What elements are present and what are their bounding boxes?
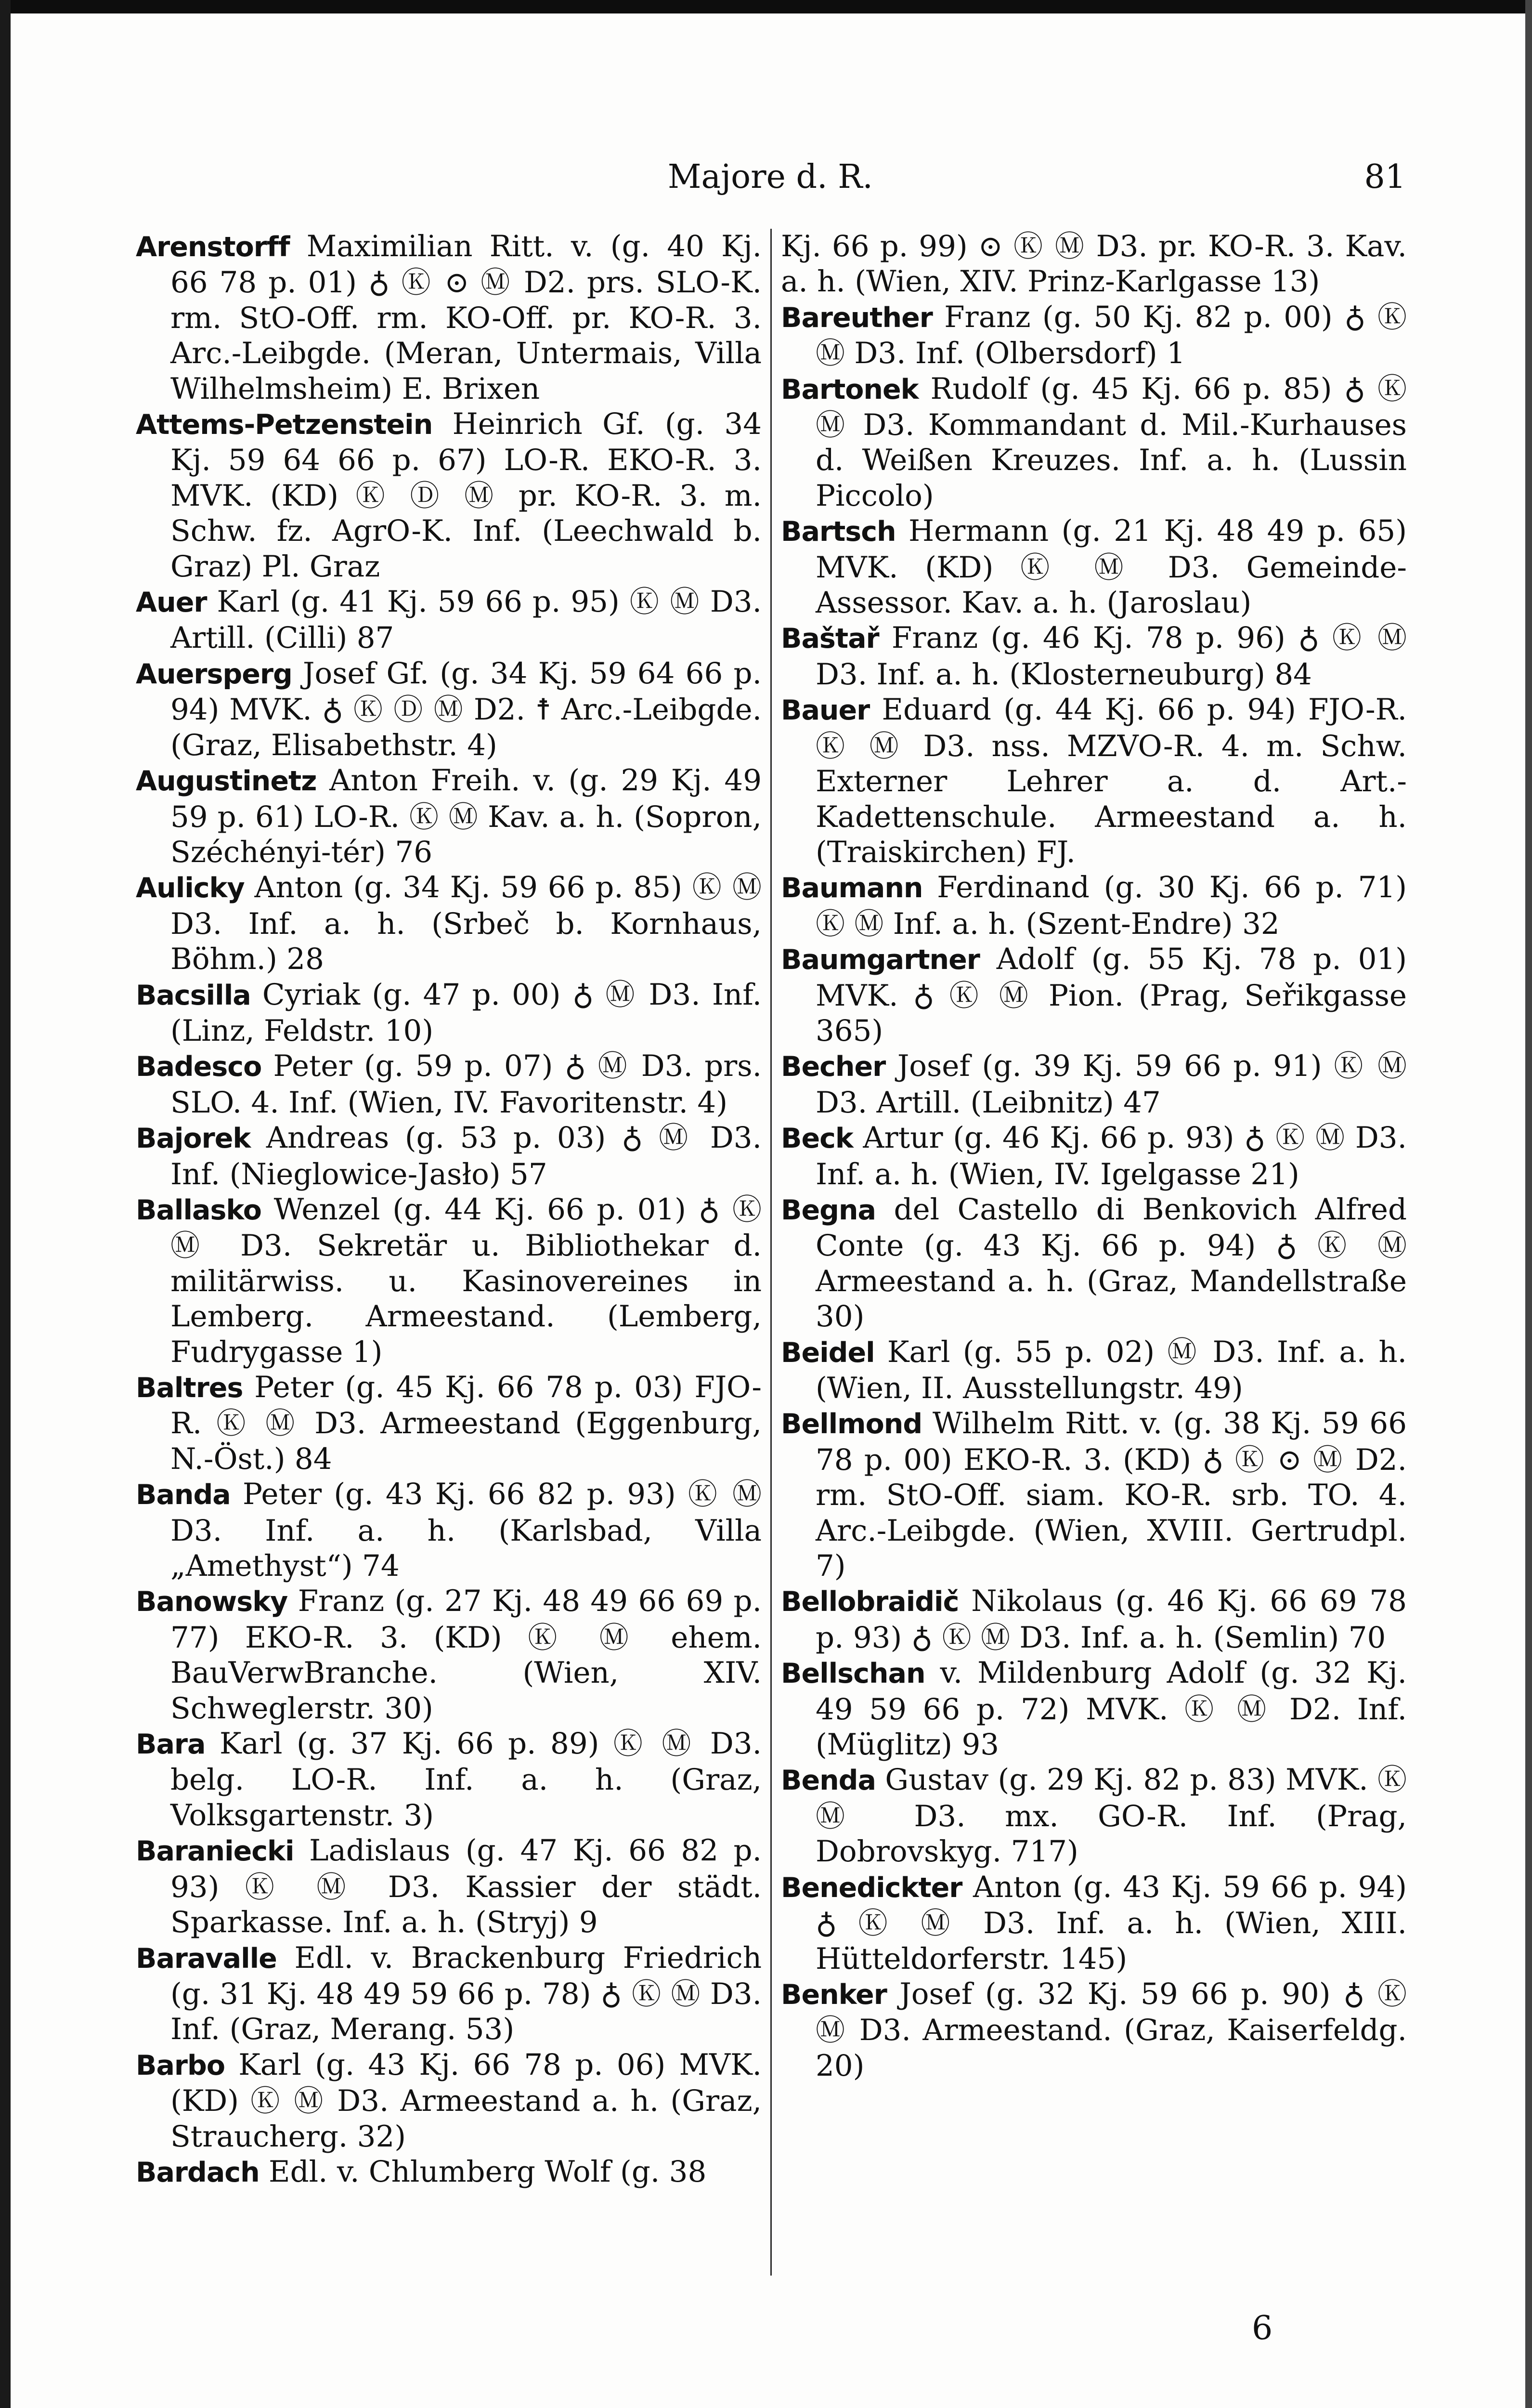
entry-details: Edl. v. Brackenburg Friedrich (g. 31 Kj. 48 49 59 66 p. 78) ♁ Ⓚ Ⓜ D3. Inf. (Graz, Merang. 53) <box>170 1940 762 2047</box>
directory-entry <box>136 656 762 763</box>
entry-surname: Bajorek <box>136 1123 251 1155</box>
entry-surname: Benedickter <box>781 1871 962 1904</box>
entry-surname: Augustinetz <box>136 765 317 798</box>
directory-entry <box>136 1584 762 1726</box>
entry-details: Cyriak (g. 47 p. 00) ♁ Ⓜ D3. Inf. (Linz, Feldstr. 10) <box>170 977 762 1048</box>
entry-surname: Baštař <box>781 623 879 655</box>
directory-entry <box>136 1477 762 1584</box>
entry-details: Heinrich Gf. (g. 34 Kj. 59 64 66 p. 67) LO-R. EKO-R. 3. MVK. (KD) Ⓚ Ⓓ Ⓜ pr. KO-R. 3. m. Schw. fz. AgrO-K. Inf. (Leechwald b. Graz) Pl. Graz <box>170 407 762 584</box>
directory-entry <box>136 2047 762 2154</box>
entry-surname: Ballasko <box>136 1194 261 1226</box>
entry-details: Edl. v. Chlumberg Wolf (g. 38 <box>269 2154 707 2189</box>
entry-surname: Baraniecki <box>136 1835 294 1868</box>
running-title: Majore d. R. <box>667 158 873 196</box>
entry-surname: Attems-Petzenstein <box>136 409 433 441</box>
entry-details: Adolf (g. 55 Kj. 78 p. 01) MVK. ♁ Ⓚ Ⓜ Pion. (Prag, Seřikgasse 365) <box>816 942 1407 1048</box>
directory-entry <box>781 1192 1407 1335</box>
entry-surname: Bellschan <box>781 1658 925 1690</box>
entry-details: Franz (g. 27 Kj. 48 49 66 69 p. 77) EKO-R. 3. (KD) Ⓚ Ⓜ ehem. BauVerwBranche. (Wien, XIV. Schweglerstr. 30) <box>170 1584 762 1726</box>
entry-details: Peter (g. 43 Kj. 66 82 p. 93) Ⓚ Ⓜ D3. Inf. a. h. (Karlsbad, Villa „Amethyst“) 74 <box>170 1477 762 1584</box>
directory-entry <box>781 1335 1407 1406</box>
entry-surname: Baumgartner <box>781 944 980 976</box>
entry-surname: Bardach <box>136 2156 260 2188</box>
directory-entry <box>136 870 762 977</box>
directory-entry <box>781 1870 1407 1976</box>
directory-entry <box>781 300 1407 371</box>
entry-surname: Beidel <box>781 1336 875 1369</box>
column-divider <box>770 229 772 2276</box>
directory-entry <box>781 692 1407 870</box>
directory-entry <box>781 942 1407 1048</box>
scan-edge-left <box>0 0 11 2408</box>
entry-details: Franz (g. 46 Kj. 78 p. 96) ♁ Ⓚ Ⓜ D3. Inf. a. h. (Klosterneuburg) 84 <box>816 621 1407 692</box>
directory-entry <box>781 1655 1407 1762</box>
directory-entry <box>136 1120 762 1192</box>
entry-surname: Baltres <box>136 1372 243 1404</box>
directory-entry <box>136 229 762 406</box>
entry-surname: Arenstorff <box>136 231 290 263</box>
entry-surname: Beck <box>781 1123 853 1155</box>
entry-surname: Begna <box>781 1194 876 1226</box>
entry-surname: Banda <box>136 1479 231 1511</box>
entry-details: Hermann (g. 21 Kj. 48 49 p. 65) MVK. (KD) Ⓚ Ⓜ D3. Gemeinde-Assessor. Kav. a. h. (Jaroslau) <box>816 514 1407 620</box>
directory-entry <box>136 1833 762 1940</box>
directory-entry <box>781 371 1407 514</box>
right-column <box>781 229 1407 2083</box>
entry-details: Gustav (g. 29 Kj. 82 p. 83) MVK. Ⓚ Ⓜ D3. mx. GO-R. Inf. (Prag, Dobrovskyg. 717) <box>816 1763 1407 1869</box>
page-header <box>135 153 1406 211</box>
entry-surname: Baravalle <box>136 1942 277 1975</box>
entry-surname: Bara <box>136 1728 206 1761</box>
entry-details: Peter (g. 59 p. 07) ♁ Ⓜ D3. prs. SLO. 4. Inf. (Wien, IV. Favoritenstr. 4) <box>170 1049 762 1120</box>
entry-details: del Castello di Benkovich Alfred Conte (g. 43 Kj. 66 p. 94) ♁ Ⓚ Ⓜ Armeestand a. h. (Graz, Mandellstraße 30) <box>816 1192 1407 1334</box>
directory-entry <box>136 1940 762 2047</box>
entry-surname: Becher <box>781 1051 886 1083</box>
scan-edge-top <box>0 0 1532 13</box>
entry-details: Artur (g. 46 Kj. 66 p. 93) ♁ Ⓚ Ⓜ D3. Inf. a. h. (Wien, IV. Igelgasse 21) <box>816 1121 1407 1191</box>
entry-details: v. Mildenburg Adolf (g. 32 Kj. 49 59 66 p. 72) MVK. Ⓚ Ⓜ D2. Inf. (Müglitz) 93 <box>816 1656 1407 1762</box>
entry-surname: Baumann <box>781 872 923 904</box>
directory-entry <box>136 1726 762 1833</box>
entry-details: Eduard (g. 44 Kj. 66 p. 94) FJO-R. Ⓚ Ⓜ D3. nss. MZVO-R. 4. m. Schw. Externer Lehrer a. d. Art.-Kadettenschule. Armeestand a. h. (Traiskirchen) FJ. <box>816 693 1407 869</box>
entry-surname: Bartonek <box>781 373 919 406</box>
directory-entry <box>781 1584 1407 1655</box>
directory-entry <box>781 1406 1407 1584</box>
entry-surname: Aulicky <box>136 872 245 904</box>
entry-details: Andreas (g. 53 p. 03) ♁ Ⓜ D3. Inf. (Nieglowice-Jasło) 57 <box>170 1121 762 1191</box>
entry-details: Karl (g. 37 Kj. 66 p. 89) Ⓚ Ⓜ D3. belg. LO-R. Inf. a. h. (Graz, Volksgartenstr. 3) <box>170 1727 762 1832</box>
entry-details: Franz (g. 50 Kj. 82 p. 00) ♁ Ⓚ Ⓜ D3. Inf. (Olbersdorf) 1 <box>816 300 1407 371</box>
entry-surname: Bacsilla <box>136 979 251 1011</box>
directory-entry <box>781 229 1407 300</box>
directory-entry <box>136 406 762 584</box>
entry-details: Karl (g. 43 Kj. 66 78 p. 06) MVK. (KD) Ⓚ Ⓜ D3. Armeestand a. h. (Graz, Straucherg. 32) <box>170 2047 762 2154</box>
entry-details: Wenzel (g. 44 Kj. 66 p. 01) ♁ Ⓚ Ⓜ D3. Sekretär u. Bibliothekar d. militärwiss. u. Kasinovereines in Lemberg. Armeestand. (Lemberg, Fudrygasse 1) <box>170 1192 762 1369</box>
entry-surname: Bartsch <box>781 516 896 548</box>
entry-details: Peter (g. 45 Kj. 66 78 p. 03) FJO-R. Ⓚ Ⓜ D3. Armeestand (Eggenburg, N.-Öst.) 84 <box>170 1370 762 1476</box>
directory-entry <box>781 1976 1407 2083</box>
entry-details: Kj. 66 p. 99) ⊙ Ⓚ Ⓜ D3. pr. KO-R. 3. Kav. a. h. (Wien, XIV. Prinz-Karlgasse 13) <box>781 229 1407 299</box>
entry-details: Maximilian Ritt. v. (g. 40 Kj. 66 78 p. 01) ♁ Ⓚ ⊙ Ⓜ D2. prs. SLO-K. rm. StO-Off. rm. KO-Off. pr. KO-R. 3. Arc.-Leibgde. (Meran, Untermais, Villa Wilhelmsheim) E. Brixen <box>170 229 762 406</box>
page-number: 81 <box>1364 158 1406 196</box>
entry-details: Josef Gf. (g. 34 Kj. 59 64 66 p. 94) MVK. ♁ Ⓚ Ⓓ Ⓜ D2. ☨ Arc.-Leibgde. (Graz, Elisabethstr. 4) <box>170 656 762 762</box>
entry-details: Anton Freih. v. (g. 29 Kj. 49 59 p. 61) LO-R. Ⓚ Ⓜ Kav. a. h. (Sopron, Széchényi-tér) 76 <box>170 763 762 869</box>
entry-surname: Barbo <box>136 2049 225 2081</box>
entry-details: Anton (g. 34 Kj. 59 66 p. 85) Ⓚ Ⓜ D3. Inf. a. h. (Srbeč b. Kornhaus, Böhm.) 28 <box>170 870 762 977</box>
entry-surname: Benda <box>781 1765 876 1797</box>
entry-details: Anton (g. 43 Kj. 59 66 p. 94) ♁ Ⓚ Ⓜ D3. Inf. a. h. (Wien, XIII. Hütteldorferstr. 145) <box>816 1870 1407 1976</box>
entry-details: Wilhelm Ritt. v. (g. 38 Kj. 59 66 78 p. 00) EKO-R. 3. (KD) ♁ Ⓚ ⊙ Ⓜ D2. rm. StO-Off. siam. KO-R. srb. TO. 4. Arc.-Leibgde. (Wien, XVIII. Gertrudpl. 7) <box>816 1406 1407 1584</box>
directory-entry <box>136 2154 762 2190</box>
entry-surname: Banowsky <box>136 1586 288 1618</box>
entry-details: Josef (g. 32 Kj. 59 66 p. 90) ♁ Ⓚ Ⓜ D3. Armeestand. (Graz, Kaiserfeldg. 20) <box>816 1976 1407 2083</box>
entry-details: Ferdinand (g. 30 Kj. 66 p. 71) Ⓚ Ⓜ Inf. a. h. (Szent-Endre) 32 <box>816 870 1407 941</box>
directory-entry <box>781 620 1407 692</box>
entry-surname: Benker <box>781 1978 887 2011</box>
directory-entry <box>136 584 762 656</box>
entry-details: Nikolaus (g. 46 Kj. 66 69 78 p. 93) ♁ Ⓚ Ⓜ D3. Inf. a. h. (Semlin) 70 <box>816 1584 1407 1655</box>
entry-details: Josef (g. 39 Kj. 59 66 p. 91) Ⓚ Ⓜ D3. Artill. (Leibnitz) 47 <box>816 1049 1407 1120</box>
entry-surname: Auersperg <box>136 658 292 690</box>
entry-details: Karl (g. 55 p. 02) Ⓜ D3. Inf. a. h. (Wien, II. Ausstellungstr. 49) <box>816 1335 1407 1405</box>
entry-details: Karl (g. 41 Kj. 59 66 p. 95) Ⓚ Ⓜ D3. Artill. (Cilli) 87 <box>170 585 762 655</box>
directory-entry <box>136 977 762 1049</box>
directory-entry <box>781 513 1407 620</box>
entry-surname: Bellobraidič <box>781 1586 959 1618</box>
entry-surname: Bauer <box>781 694 870 727</box>
entry-details: Rudolf (g. 45 Kj. 66 p. 85) ♁ Ⓚ Ⓜ D3. Kommandant d. Mil.-Kurhauses d. Weißen Kreuzes. Inf. a. h. (Lussin Piccolo) <box>816 371 1407 513</box>
directory-entry <box>781 1762 1407 1869</box>
entry-details: Ladislaus (g. 47 Kj. 66 82 p. 93) Ⓚ Ⓜ D3. Kassier der städt. Sparkasse. Inf. a. h. (Stryj) 9 <box>170 1833 762 1940</box>
directory-entry <box>136 1048 762 1120</box>
entry-surname: Bareuther <box>781 301 933 334</box>
left-column <box>136 229 762 2190</box>
directory-entry <box>781 1048 1407 1120</box>
directory-entry <box>136 1370 762 1477</box>
directory-entry <box>781 870 1407 942</box>
scan-edge-right <box>1525 0 1532 2408</box>
entry-surname: Auer <box>136 587 207 619</box>
directory-entry <box>781 1120 1407 1192</box>
signature-mark: 6 <box>1252 2309 1273 2347</box>
directory-entry <box>136 763 762 870</box>
entry-surname: Bellmond <box>781 1408 922 1440</box>
directory-entry <box>136 1192 762 1370</box>
entry-surname: Badesco <box>136 1051 262 1083</box>
